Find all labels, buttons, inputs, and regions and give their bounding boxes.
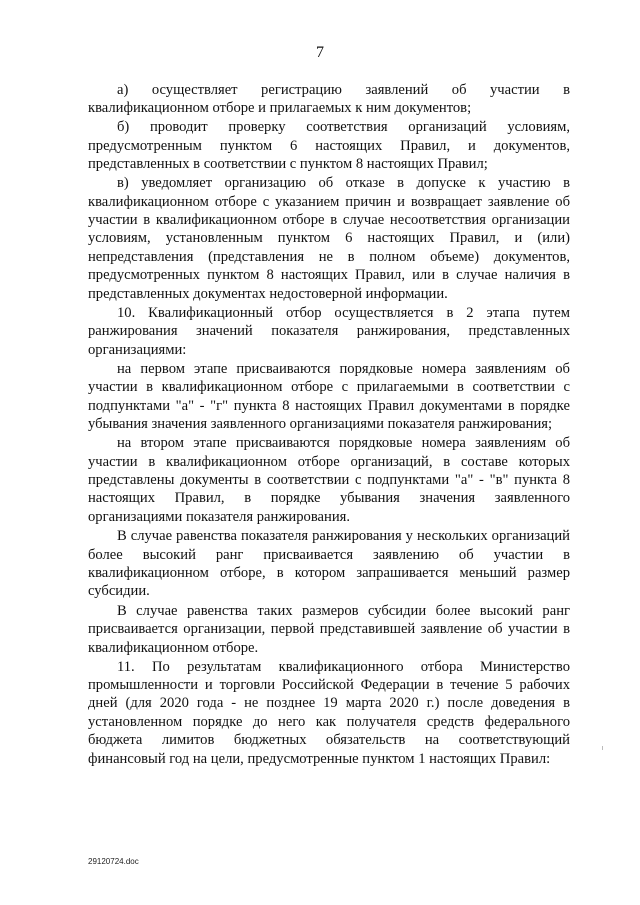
paragraph-second-stage: на втором этапе присваиваются порядковые номера заявлениям об участии в квалификационном отборе организаций, в составе которых представлены документы в соответствии с подпунктами "а" - "в" пункта 8 настоящих Правил, в порядке убывания значения заявленного организациями показателя ранжирования.: [88, 435, 570, 525]
paragraph-a: а) осуществляет регистрацию заявлений об участии в квалификационном отборе и прилагаемых к ним документов;: [88, 82, 570, 117]
paragraph-11: 11. По результатам квалификационного отбора Министерство промышленности и торговли Российской Федерации в течение 5 рабочих дней (для 2020 года - не позднее 19 марта 2020 г.) после доведения в установленном порядке до него как получателя средств федерального бюджета лимитов бюджетных обязательств на соответствующий финансовый год на цели, предусмотренные пунктом 1 настоящих Правил:: [88, 658, 570, 767]
margin-mark: [602, 746, 603, 750]
paragraph-10: 10. Квалификационный отбор осуществляется в 2 этапа путем ранжирования значений показателя ранжирования, представленных организациями:: [88, 305, 570, 358]
paragraph-c: в) уведомляет организацию об отказе в допуске к участию в квалификационном отборе с указанием причин и возвращает заявление об участии в квалификационном отборе в случае несоответствия организации условиям, установленным пунктом 6 настоящих Правил, и (или) непредставления (представления не в полном объеме) документов, предусмотренных пунктом 8 настоящих Правил, или в случае наличия в представленных документах недостоверной информации.: [88, 175, 570, 302]
paragraph-equal-subsidy: В случае равенства таких размеров субсидии более высокий ранг присваивается организации, первой представившей заявление об участии в квалификационном отборе.: [88, 602, 570, 656]
document-body: [88, 81, 570, 768]
file-footer: 29120724.doc: [88, 857, 139, 866]
paragraph-equal-ranking: В случае равенства показателя ранжирования у нескольких организаций более высокий ранг присваивается заявлению об участии в квалификационном отборе, в котором запрашивается меньший размер субсидии.: [88, 528, 570, 600]
paragraph-b: б) проводит проверку соответствия организаций условиям, предусмотренным пунктом 6 настоящих Правил, и документов, представленных в соответствии с пунктом 8 настоящих Правил;: [88, 119, 570, 173]
page-number: 7: [316, 44, 324, 61]
paragraph-first-stage: на первом этапе присваиваются порядковые номера заявлениям об участии в квалификационном отборе с прилагаемыми в соответствии с подпунктами "а" - "г" пункта 8 настоящих Правил документами в порядке убывания значения заявленного организациями показателя ранжирования;: [88, 360, 570, 433]
